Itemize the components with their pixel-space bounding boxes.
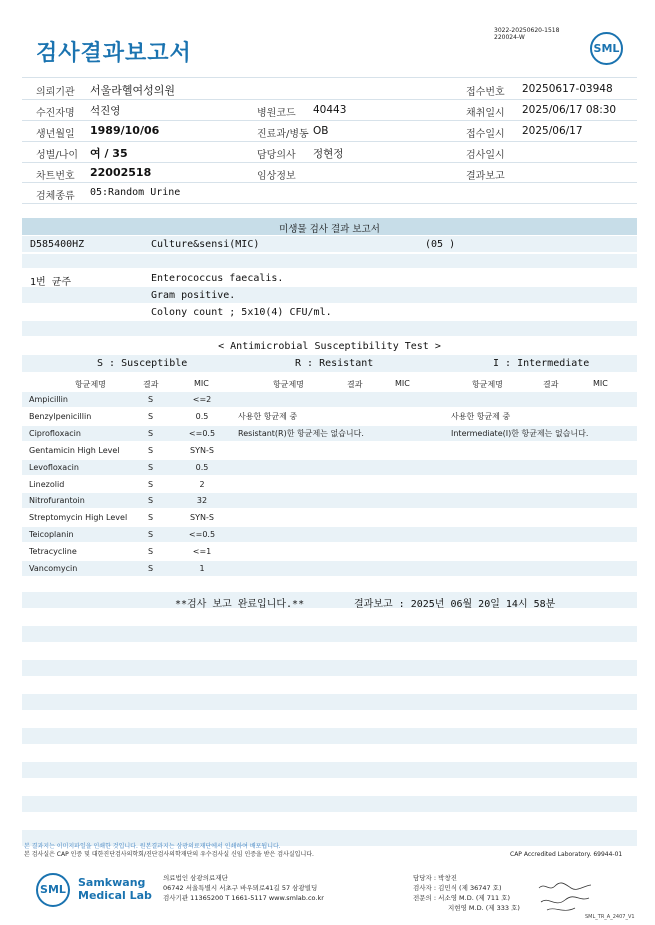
patient-name-label: 수진자명: [36, 108, 75, 119]
specimen-value: 05:Random Urine: [90, 187, 181, 198]
antibiotic-name: Ciprofloxacin: [29, 428, 81, 438]
col-result-2: 결과: [347, 380, 363, 389]
col-result-1: 결과: [143, 380, 159, 389]
doctor-value: 정현정: [313, 148, 344, 160]
antibiotic-result: S: [148, 547, 154, 557]
brand-line-2: Medical Lab: [78, 889, 152, 902]
antibiotic-mic: <=0.5: [188, 530, 216, 540]
staff-specialist-1: 전문의 : 서소영 M.D. (제 711 호): [413, 894, 511, 902]
footer-note-1: 본 결과지는 이미지파일을 인쇄한 것입니다. 원본결과지는 삼광의료재단에서 인쇄하여 배포됩니다.: [24, 843, 281, 850]
cap-accreditation: CAP Accredited Laboratory. 69944-01: [510, 851, 623, 858]
antibiotic-result: S: [148, 428, 154, 438]
ast-row-band: [22, 460, 637, 475]
result-report-label: 결과보고: [466, 171, 505, 182]
antibiotic-result: S: [148, 479, 154, 489]
institution-value: 서울라헬여성의원: [90, 84, 176, 97]
dept-value: OB: [313, 125, 329, 137]
org-contact: 검사기관 11365200 T 1661-5117 www.smlab.co.kr: [163, 894, 324, 902]
receipt-no-label: 접수번호: [466, 87, 505, 98]
staff-manager: 담당자 : 박창진: [413, 874, 457, 882]
antibiotic-name: Vancomycin: [29, 564, 78, 573]
antibiotic-mic: 1: [199, 564, 205, 573]
legend-intermediate: I : Intermediate: [493, 358, 590, 369]
collect-date-value: 2025/06/17 08:30: [522, 104, 617, 116]
antibiotic-result: S: [148, 462, 154, 472]
ward-code-value: 40443: [313, 104, 347, 116]
org-info: [163, 873, 324, 903]
antibiotic-result: S: [148, 395, 154, 404]
antibiotic-mic: 0.5: [195, 462, 209, 472]
antibiotic-mic: SYN-S: [190, 513, 214, 523]
signature-graphic: [535, 880, 595, 916]
footer-note-2: 본 검사실은 CAP 인증 및 대한진단검사의학회/진단검사의학재단의 우수검사실 신임 인증을 받은 검사실입니다.: [24, 851, 314, 858]
ast-row-band: [22, 561, 637, 576]
document-id-line1: 3022-20250620-1518: [494, 27, 560, 34]
col-mic-1: MIC: [194, 379, 209, 388]
antibiotic-mic: 2: [199, 479, 205, 489]
page-title: 검사결과보고서: [36, 41, 192, 66]
legend-resistant: R : Resistant: [295, 358, 374, 369]
dept-label: 진료과/병동: [257, 129, 309, 140]
col-mic-3: MIC: [593, 379, 608, 388]
colony-count: Colony count ; 5x10(4) CFU/ml.: [151, 307, 332, 318]
antibiotic-name: Streptomycin High Level: [29, 513, 128, 523]
intermediate-note-2: Intermediate(I)한 항균제는 없습니다.: [451, 429, 589, 438]
col-mic-2: MIC: [395, 379, 410, 388]
test-date-label: 검사일시: [466, 150, 505, 161]
report-time: 결과보고 : 2025년 06월 20일 14시 58분: [354, 599, 556, 610]
test-number: (05 ): [425, 239, 456, 250]
antibiotic-result: S: [148, 445, 154, 455]
ast-row-band: [22, 527, 637, 542]
antibiotic-mic: 32: [196, 496, 208, 506]
org-address: 06742 서울특별시 서초구 바우뫼로41길 57 삼광빌딩: [163, 884, 318, 892]
antibiotic-name: Benzylpenicillin: [29, 411, 92, 421]
dob-label: 생년월일: [36, 129, 75, 140]
antibiotic-name: Levofloxacin: [29, 462, 79, 472]
antibiotic-mic: <=2: [192, 395, 212, 404]
document-id: [494, 27, 559, 41]
patient-name-value: 석진영: [90, 105, 121, 117]
col-drug-2: 항균제명: [273, 380, 304, 389]
col-drug-3: 항균제명: [472, 380, 503, 389]
receipt-no-value: 20250617-03948: [522, 83, 613, 95]
antibiotic-name: Gentamicin High Level: [29, 445, 120, 455]
clinical-info-label: 임상정보: [257, 171, 296, 182]
ward-code-label: 병원코드: [257, 108, 296, 119]
sex-age-value: 여 / 35: [90, 147, 128, 160]
brand-name: [78, 876, 152, 902]
antibiotic-name: Ampicillin: [29, 395, 68, 404]
antibiotic-name: Teicoplanin: [29, 530, 74, 540]
receipt-date-label: 접수일시: [466, 129, 505, 140]
gram-stain: Gram positive.: [151, 290, 236, 301]
col-drug-1: 항균제명: [75, 380, 106, 389]
doctor-label: 담당의사: [257, 150, 296, 161]
dob-value: 1989/10/06: [90, 124, 160, 137]
staff-specialist-2: 지현영 M.D. (제 333 호): [448, 904, 520, 912]
ast-title: < Antimicrobial Susceptibility Test >: [218, 341, 441, 352]
chart-no-label: 차트번호: [36, 171, 75, 182]
antibiotic-mic: <=0.5: [188, 428, 216, 438]
document-id-line2: 220024-W: [494, 34, 525, 41]
antibiotic-mic: SYN-S: [190, 445, 214, 455]
test-code: D585400HZ: [30, 239, 85, 250]
col-result-3: 결과: [543, 380, 559, 389]
sml-footer-logo: SML: [36, 873, 70, 907]
antibiotic-mic: <=1: [192, 547, 212, 557]
antibiotic-mic: 0.5: [195, 411, 209, 421]
isolate-label: 1번 균주: [30, 277, 72, 288]
ast-row-band: [22, 493, 637, 508]
sml-logo: SML: [590, 32, 623, 65]
antibiotic-result: S: [148, 496, 154, 506]
organism-name: Enterococcus faecalis.: [151, 273, 284, 284]
org-name: 의료법인 삼광의료재단: [163, 874, 228, 882]
staff-info: [413, 873, 520, 913]
specimen-label: 검체종류: [36, 191, 75, 202]
antibiotic-result: S: [148, 513, 154, 523]
brand-line-1: Samkwang: [78, 876, 146, 889]
sex-age-label: 성별/나이: [36, 150, 79, 161]
ast-row-band: [22, 392, 637, 407]
staff-tester: 검사자 : 김민식 (제 36747 호): [413, 884, 502, 892]
form-code: SML_TR_A_2407_V1: [585, 914, 635, 920]
report-title: 미생물 검사 결과 보고서: [279, 224, 380, 235]
chart-no-value: 22002518: [90, 166, 152, 179]
intermediate-note-1: 사용한 항균제 중: [451, 412, 511, 421]
resistant-note-1: 사용한 항균제 중: [238, 412, 298, 421]
antibiotic-name: Linezolid: [29, 479, 65, 489]
receipt-date-value: 2025/06/17: [522, 125, 583, 137]
antibiotic-result: S: [148, 411, 154, 421]
completion-message: **검사 보고 완료입니다.**: [175, 599, 305, 610]
test-name: Culture&sensi(MIC): [151, 239, 260, 250]
antibiotic-name: Tetracycline: [29, 547, 77, 557]
antibiotic-result: S: [148, 530, 154, 540]
antibiotic-result: S: [148, 564, 154, 573]
institution-label: 의뢰기관: [36, 87, 75, 98]
collect-date-label: 채취일시: [466, 108, 505, 119]
resistant-note-2: Resistant(R)한 항균제는 없습니다.: [238, 429, 364, 438]
antibiotic-name: Nitrofurantoin: [29, 496, 85, 506]
legend-susceptible: S : Susceptible: [97, 358, 188, 369]
